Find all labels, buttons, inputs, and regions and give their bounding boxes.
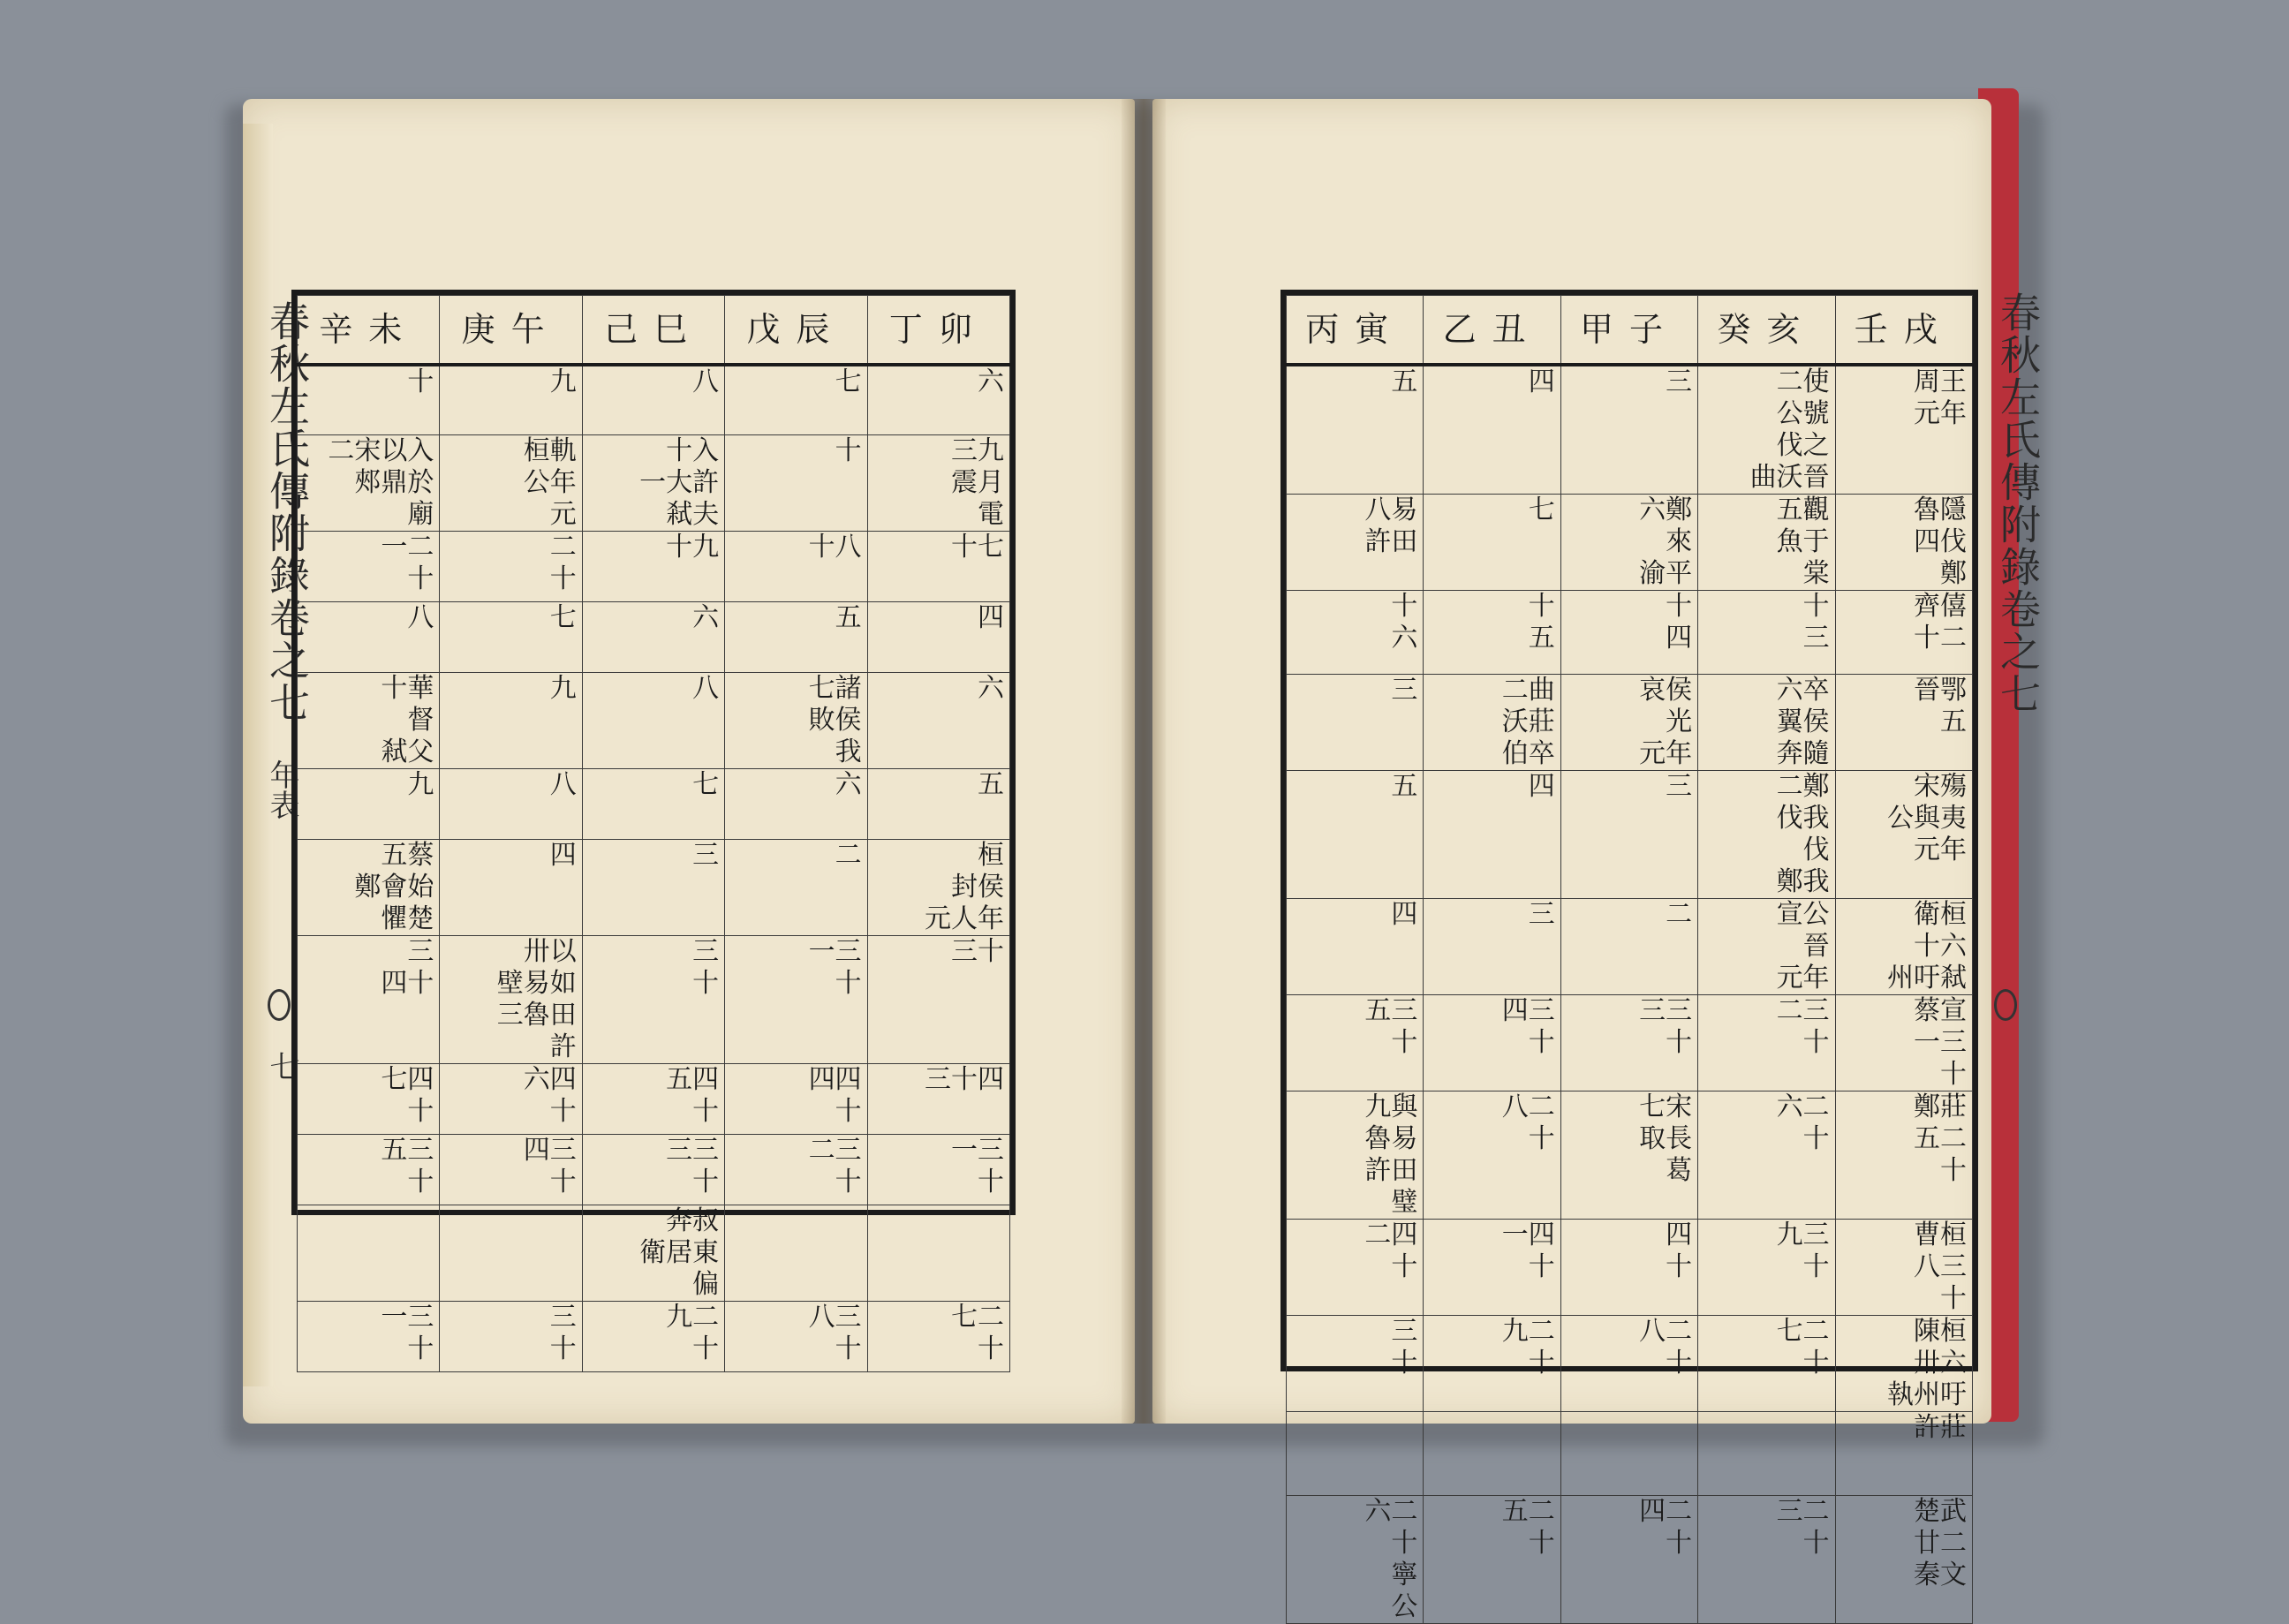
table-cell: 十九 (582, 532, 724, 602)
left-chronology-table (291, 290, 1016, 1364)
column-header: 辛未 (298, 296, 440, 365)
table-cell: 五三 十 (298, 1135, 440, 1205)
table-cell: 六 (867, 673, 1009, 769)
table-cell: 鄭莊 五二 十 (1835, 1091, 1972, 1219)
table-cell: 六二 十 寧 公 (1287, 1495, 1424, 1623)
table-row (298, 1302, 1010, 1372)
table-cell: 宣公 晉 元年 (1698, 898, 1835, 994)
table-cell: 七諸 敗侯 我 (725, 673, 867, 769)
table-row (1287, 994, 1973, 1091)
table-cell: 十 三 (1698, 590, 1835, 674)
table-cell: 七二 十 (867, 1302, 1009, 1372)
table-cell: 七二 十 (1698, 1315, 1835, 1411)
left-side-section: 年表 (264, 759, 299, 820)
table-cell: 二三 十 (725, 1135, 867, 1205)
table-cell: 五蔡 鄭會始 懼楚 (298, 840, 440, 936)
table-cell: 二使 公號 伐之 曲沃晉 (1698, 365, 1835, 495)
table-cell: 六二 十 (1698, 1091, 1835, 1219)
table-row (298, 1135, 1010, 1205)
table-cell (1287, 1411, 1424, 1495)
table-cell: 五 (867, 769, 1009, 840)
table-cell: 六鄭 來 渝平 (1560, 494, 1697, 590)
column-header: 乙丑 (1424, 296, 1560, 365)
table-row (1287, 590, 1973, 674)
table-cell: 四 (1424, 770, 1560, 898)
table-cell: 十 (725, 435, 867, 532)
table-cell: 八易 許田 (1287, 494, 1424, 590)
table-cell: 十 (298, 365, 440, 435)
table-row (1287, 898, 1973, 994)
table-cell: 桓軌 公年 元 (440, 435, 582, 532)
table-cell: 卅以 壁易如 三魯田 許 (440, 936, 582, 1064)
table-cell: 三九 震月 電 (867, 435, 1009, 532)
table-row (298, 365, 1010, 435)
table-cell: 齊僖 十二 (1835, 590, 1972, 674)
table-cell: 三 十 (440, 1302, 582, 1372)
table-row (1287, 770, 1973, 898)
table-row (298, 435, 1010, 532)
table-cell: 九 (440, 673, 582, 769)
table-row (1287, 1315, 1973, 1411)
table-cell (298, 1205, 440, 1302)
table-cell: 三 (1424, 898, 1560, 994)
table-row (298, 936, 1010, 1064)
table-cell: 五二 十 (1424, 1495, 1560, 1623)
table-cell: 四 (867, 602, 1009, 673)
table-cell: 三三 十 (1560, 994, 1697, 1091)
table-row (298, 1064, 1010, 1135)
table-cell: 四 (1287, 898, 1424, 994)
table-cell: 三二 十 (1698, 1495, 1835, 1623)
table-cell (1560, 1411, 1697, 1495)
table-cell: 四 (440, 840, 582, 936)
table-cell: 十八 (725, 532, 867, 602)
table-cell: 五 (1287, 770, 1424, 898)
column-header: 戊辰 (725, 296, 867, 365)
table-cell: 九三 十 (1698, 1219, 1835, 1315)
table-row (1287, 494, 1973, 590)
column-header: 甲子 (1560, 296, 1697, 365)
book-gutter (1122, 99, 1166, 1424)
table-cell: 四 十 (1560, 1219, 1697, 1315)
table-cell: 七 (440, 602, 582, 673)
table-cell: 哀侯 光 元年 (1560, 674, 1697, 770)
column-header: 丙寅 (1287, 296, 1424, 365)
table-cell: 楚武 廿二 秦文 (1835, 1495, 1972, 1623)
table-cell: 一四 十 (1424, 1219, 1560, 1315)
table-row (1287, 1495, 1973, 1623)
table-cell: 十華 督 弒父 (298, 673, 440, 769)
table-cell: 七 (1424, 494, 1560, 590)
table-cell: 八 (298, 602, 440, 673)
table-cell: 六四 十 (440, 1064, 582, 1135)
table-cell: 三十 (867, 936, 1009, 1064)
table-cell: 十入 一大許 弒夫 (582, 435, 724, 532)
table-cell: 五四 十 (582, 1064, 724, 1135)
table-cell: 二 十 (440, 532, 582, 602)
table-cell (1424, 1411, 1560, 1495)
fishtail-mark-right (1994, 989, 2017, 1021)
column-header: 庚午 (440, 296, 582, 365)
table-cell: 九 (440, 365, 582, 435)
table-cell: 五觀 魚于 棠 (1698, 494, 1835, 590)
table-cell: 八三 十 (725, 1302, 867, 1372)
table-cell: 陳桓 卅六 執州吁 (1835, 1315, 1972, 1411)
table-cell (440, 1205, 582, 1302)
table-cell: 六 (867, 365, 1009, 435)
table-cell: 五 (725, 602, 867, 673)
table-cell: 四四 十 (725, 1064, 867, 1135)
table-cell: 八 (440, 769, 582, 840)
table-cell: 衛桓 十六 州吁弒 (1835, 898, 1972, 994)
left-folio: 七 (264, 1051, 299, 1081)
right-side-title: 春秋左氏傳附錄卷之七 (1994, 291, 2042, 715)
table-cell: 五三 十 (1287, 994, 1424, 1091)
table-cell: 二三 十 (1698, 994, 1835, 1091)
table-cell: 二 (725, 840, 867, 936)
table-cell: 一三 十 (298, 1302, 440, 1372)
table-cell: 奔叔 衛居東 偏 (582, 1205, 724, 1302)
table-row (298, 532, 1010, 602)
table-row (1287, 1219, 1973, 1315)
table-row (298, 769, 1010, 840)
table-cell: 七 (582, 769, 724, 840)
table-cell: 七四 十 (298, 1064, 440, 1135)
table-row (1287, 365, 1973, 495)
table-cell: 十 五 (1424, 590, 1560, 674)
table-cell: 三 (1560, 770, 1697, 898)
table-row (298, 1205, 1010, 1302)
table-row (298, 673, 1010, 769)
table-cell: 三 十 (1287, 1315, 1424, 1411)
left-side-title: 春秋左氏傳附錄卷之七 (263, 300, 311, 724)
table-cell: 魯隱 四伐 鄭 (1835, 494, 1972, 590)
table-cell: 三三 十 (582, 1135, 724, 1205)
table-cell: 二鄭 伐我 伐 鄭我 (1698, 770, 1835, 898)
column-header: 丁卯 (867, 296, 1009, 365)
table-cell: 十 六 (1287, 590, 1424, 674)
table-cell: 周王 元年 (1835, 365, 1972, 495)
table-cell: 二曲 沃莊 伯卒 (1424, 674, 1560, 770)
fishtail-mark (268, 989, 291, 1021)
table-cell (1698, 1411, 1835, 1495)
table-row (1287, 674, 1973, 770)
table-cell: 九二 十 (1424, 1315, 1560, 1411)
table-cell: 四 (1424, 365, 1560, 495)
table-cell: 曹桓 八三 十 (1835, 1219, 1972, 1315)
table-row (298, 840, 1010, 936)
column-header: 壬戌 (1835, 296, 1972, 365)
table-cell: 三 十 (582, 936, 724, 1064)
table-cell: 一三 十 (867, 1135, 1009, 1205)
right-table-grid (1286, 295, 1973, 1624)
table-cell: 三 (582, 840, 724, 936)
table-cell: 五 (1287, 365, 1424, 495)
table-cell: 宋殤 公與夷 元年 (1835, 770, 1972, 898)
table-cell: 七 (725, 365, 867, 435)
table-cell (725, 1205, 867, 1302)
table-cell: 三十四 (867, 1064, 1009, 1135)
column-header: 己巳 (582, 296, 724, 365)
table-cell: 四三 十 (1424, 994, 1560, 1091)
table-row (1287, 1091, 1973, 1219)
table-cell: 十七 (867, 532, 1009, 602)
table-cell: 六卒 翼侯 奔隨 (1698, 674, 1835, 770)
table-cell: 八 (582, 673, 724, 769)
table-cell: 四二 十 (1560, 1495, 1697, 1623)
table-cell: 四三 十 (440, 1135, 582, 1205)
column-header: 癸亥 (1698, 296, 1835, 365)
table-cell: 十 四 (1560, 590, 1697, 674)
table-cell: 八二 十 (1424, 1091, 1560, 1219)
right-chronology-table (1280, 290, 1978, 1622)
table-cell: 二 (1560, 898, 1697, 994)
table-cell: 九 (298, 769, 440, 840)
table-cell: 一三 十 (725, 936, 867, 1064)
table-cell: 八二 十 (1560, 1315, 1697, 1411)
table-cell: 六 (582, 602, 724, 673)
table-cell: 桓 封侯 元人年 (867, 840, 1009, 936)
table-cell: 八 (582, 365, 724, 435)
table-cell: 三 四十 (298, 936, 440, 1064)
table-cell: 一二 十 (298, 532, 440, 602)
table-cell: 六 (725, 769, 867, 840)
table-cell (867, 1205, 1009, 1302)
table-cell: 蔡宣 一三 十 (1835, 994, 1972, 1091)
table-cell: 三 (1560, 365, 1697, 495)
table-cell: 二宋以入 郟鼎於 廟 (298, 435, 440, 532)
table-cell: 許莊 (1835, 1411, 1972, 1495)
table-cell: 九與 魯易 許田 璧 (1287, 1091, 1424, 1219)
table-cell: 九二 十 (582, 1302, 724, 1372)
table-row (298, 602, 1010, 673)
table-cell: 三 (1287, 674, 1424, 770)
table-cell: 二四 十 (1287, 1219, 1424, 1315)
left-table-grid (297, 295, 1010, 1372)
table-cell: 晉鄂 五 (1835, 674, 1972, 770)
table-cell: 七宋 取長 葛 (1560, 1091, 1697, 1219)
table-row (1287, 1411, 1973, 1495)
